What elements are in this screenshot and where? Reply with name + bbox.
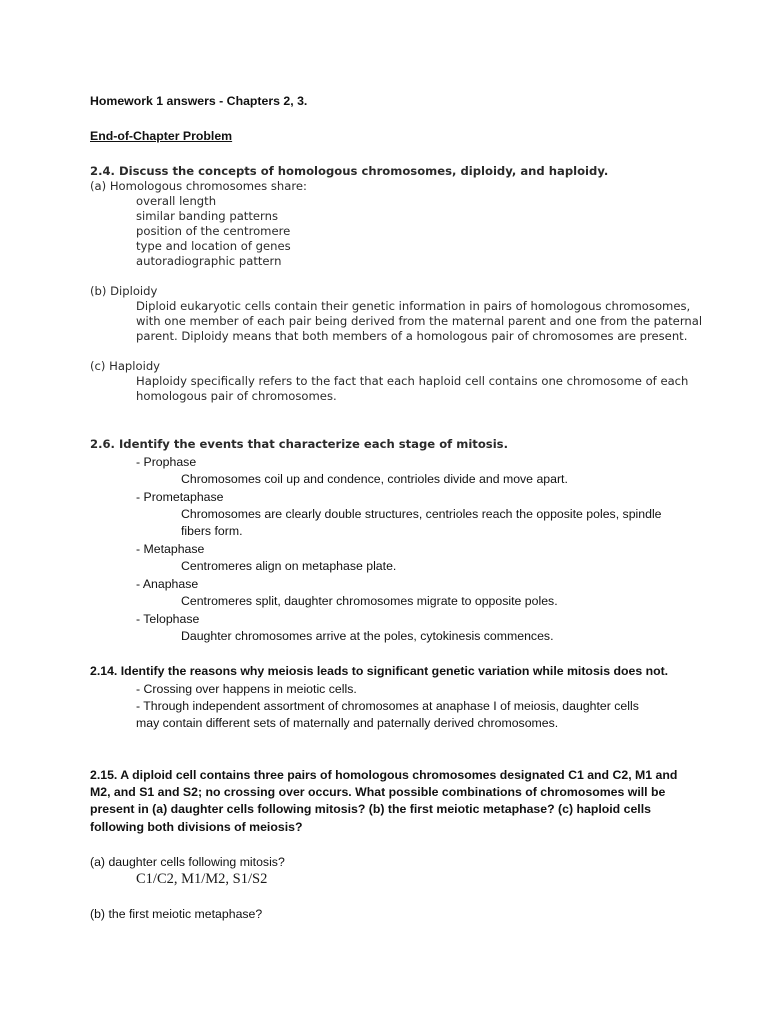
question-2-15-line: following both divisions of meiosis?	[90, 820, 303, 834]
question-2-15-line: present in (a) daughter cells following mitosis? (b) the first meiotic metaphase? (c) haploid cells	[90, 802, 651, 816]
homologous-label: (a) Homologous chromosomes share:	[90, 179, 307, 193]
homologous-item: type and location of genes	[136, 239, 291, 253]
question-2-15-line: 2.15. A diploid cell contains three pairs of homologous chromosomes designated C1 and C2, M1 and	[90, 768, 678, 782]
haploidy-label: (c) Haploidy	[90, 359, 161, 373]
question-2-4: 2.4. Discuss the concepts of homologous chromosomes, diploidy, and haploidy.	[90, 164, 609, 178]
section-heading: End-of-Chapter Problem	[90, 129, 233, 143]
homologous-item: overall length	[136, 194, 217, 208]
question-2-6: 2.6. Identify the events that characterize each stage of mitosis.	[90, 437, 508, 451]
question-2-14: 2.14. Identify the reasons why meiosis leads to significant genetic variation while mitosis does not.	[90, 664, 669, 678]
stage-name: - Anaphase	[136, 577, 199, 591]
diploidy-text-line: parent. Diploidy means that both members of a homologous pair of chromosomes are present.	[136, 329, 688, 343]
meiosis-reason-line: - Crossing over happens in meiotic cells.	[136, 682, 357, 696]
homologous-item: position of the centromere	[136, 224, 291, 238]
diploidy-text-line: with one member of each pair being derived from the maternal parent and one from the paternal	[136, 314, 703, 328]
haploidy-text-line: Haploidy specifically refers to the fact that each haploid cell contains one chromosome of each	[136, 374, 689, 388]
diploidy-text-line: Diploid eukaryotic cells contain their genetic information in pairs of homologous chromosomes,	[136, 299, 691, 313]
stage-description: Daughter chromosomes arrive at the poles, cytokinesis commences.	[181, 629, 554, 643]
diploidy-label: (b) Diploidy	[90, 284, 158, 298]
mitosis-combinations-label: (a) daughter cells following mitosis?	[90, 855, 285, 869]
stage-description: Centromeres align on metaphase plate.	[181, 559, 397, 573]
homologous-item: similar banding patterns	[136, 209, 278, 223]
mitosis-combinations-answer: C1/C2, M1/M2, S1/S2	[136, 871, 268, 887]
stage-description: Chromosomes are clearly double structures, centrioles reach the opposite poles, spindle	[181, 507, 662, 521]
question-2-15-line: M2, and S1 and S2; no crossing over occurs. What possible combinations of chromosomes will be	[90, 785, 666, 799]
haploidy-text-line: homologous pair of chromosomes.	[136, 389, 337, 403]
stage-description: Chromosomes coil up and condence, contrioles divide and move apart.	[181, 472, 568, 486]
homologous-item: autoradiographic pattern	[136, 254, 282, 268]
meiosis-reason-line: - Through independent assortment of chromosomes at anaphase I of meiosis, daughter cells	[136, 699, 639, 713]
document-title: Homework 1 answers - Chapters 2, 3.	[90, 94, 308, 108]
stage-name: - Metaphase	[136, 542, 205, 556]
stage-description: Centromeres split, daughter chromosomes migrate to opposite poles.	[181, 594, 558, 608]
stage-name: - Prophase	[136, 455, 197, 469]
stage-name: - Telophase	[136, 612, 200, 626]
meiotic-metaphase-label: (b) the first meiotic metaphase?	[90, 907, 263, 921]
meiosis-reason-line: may contain different sets of maternally and paternally derived chromosomes.	[136, 716, 559, 730]
stage-description: fibers form.	[181, 524, 243, 538]
stage-name: - Prometaphase	[136, 490, 224, 504]
